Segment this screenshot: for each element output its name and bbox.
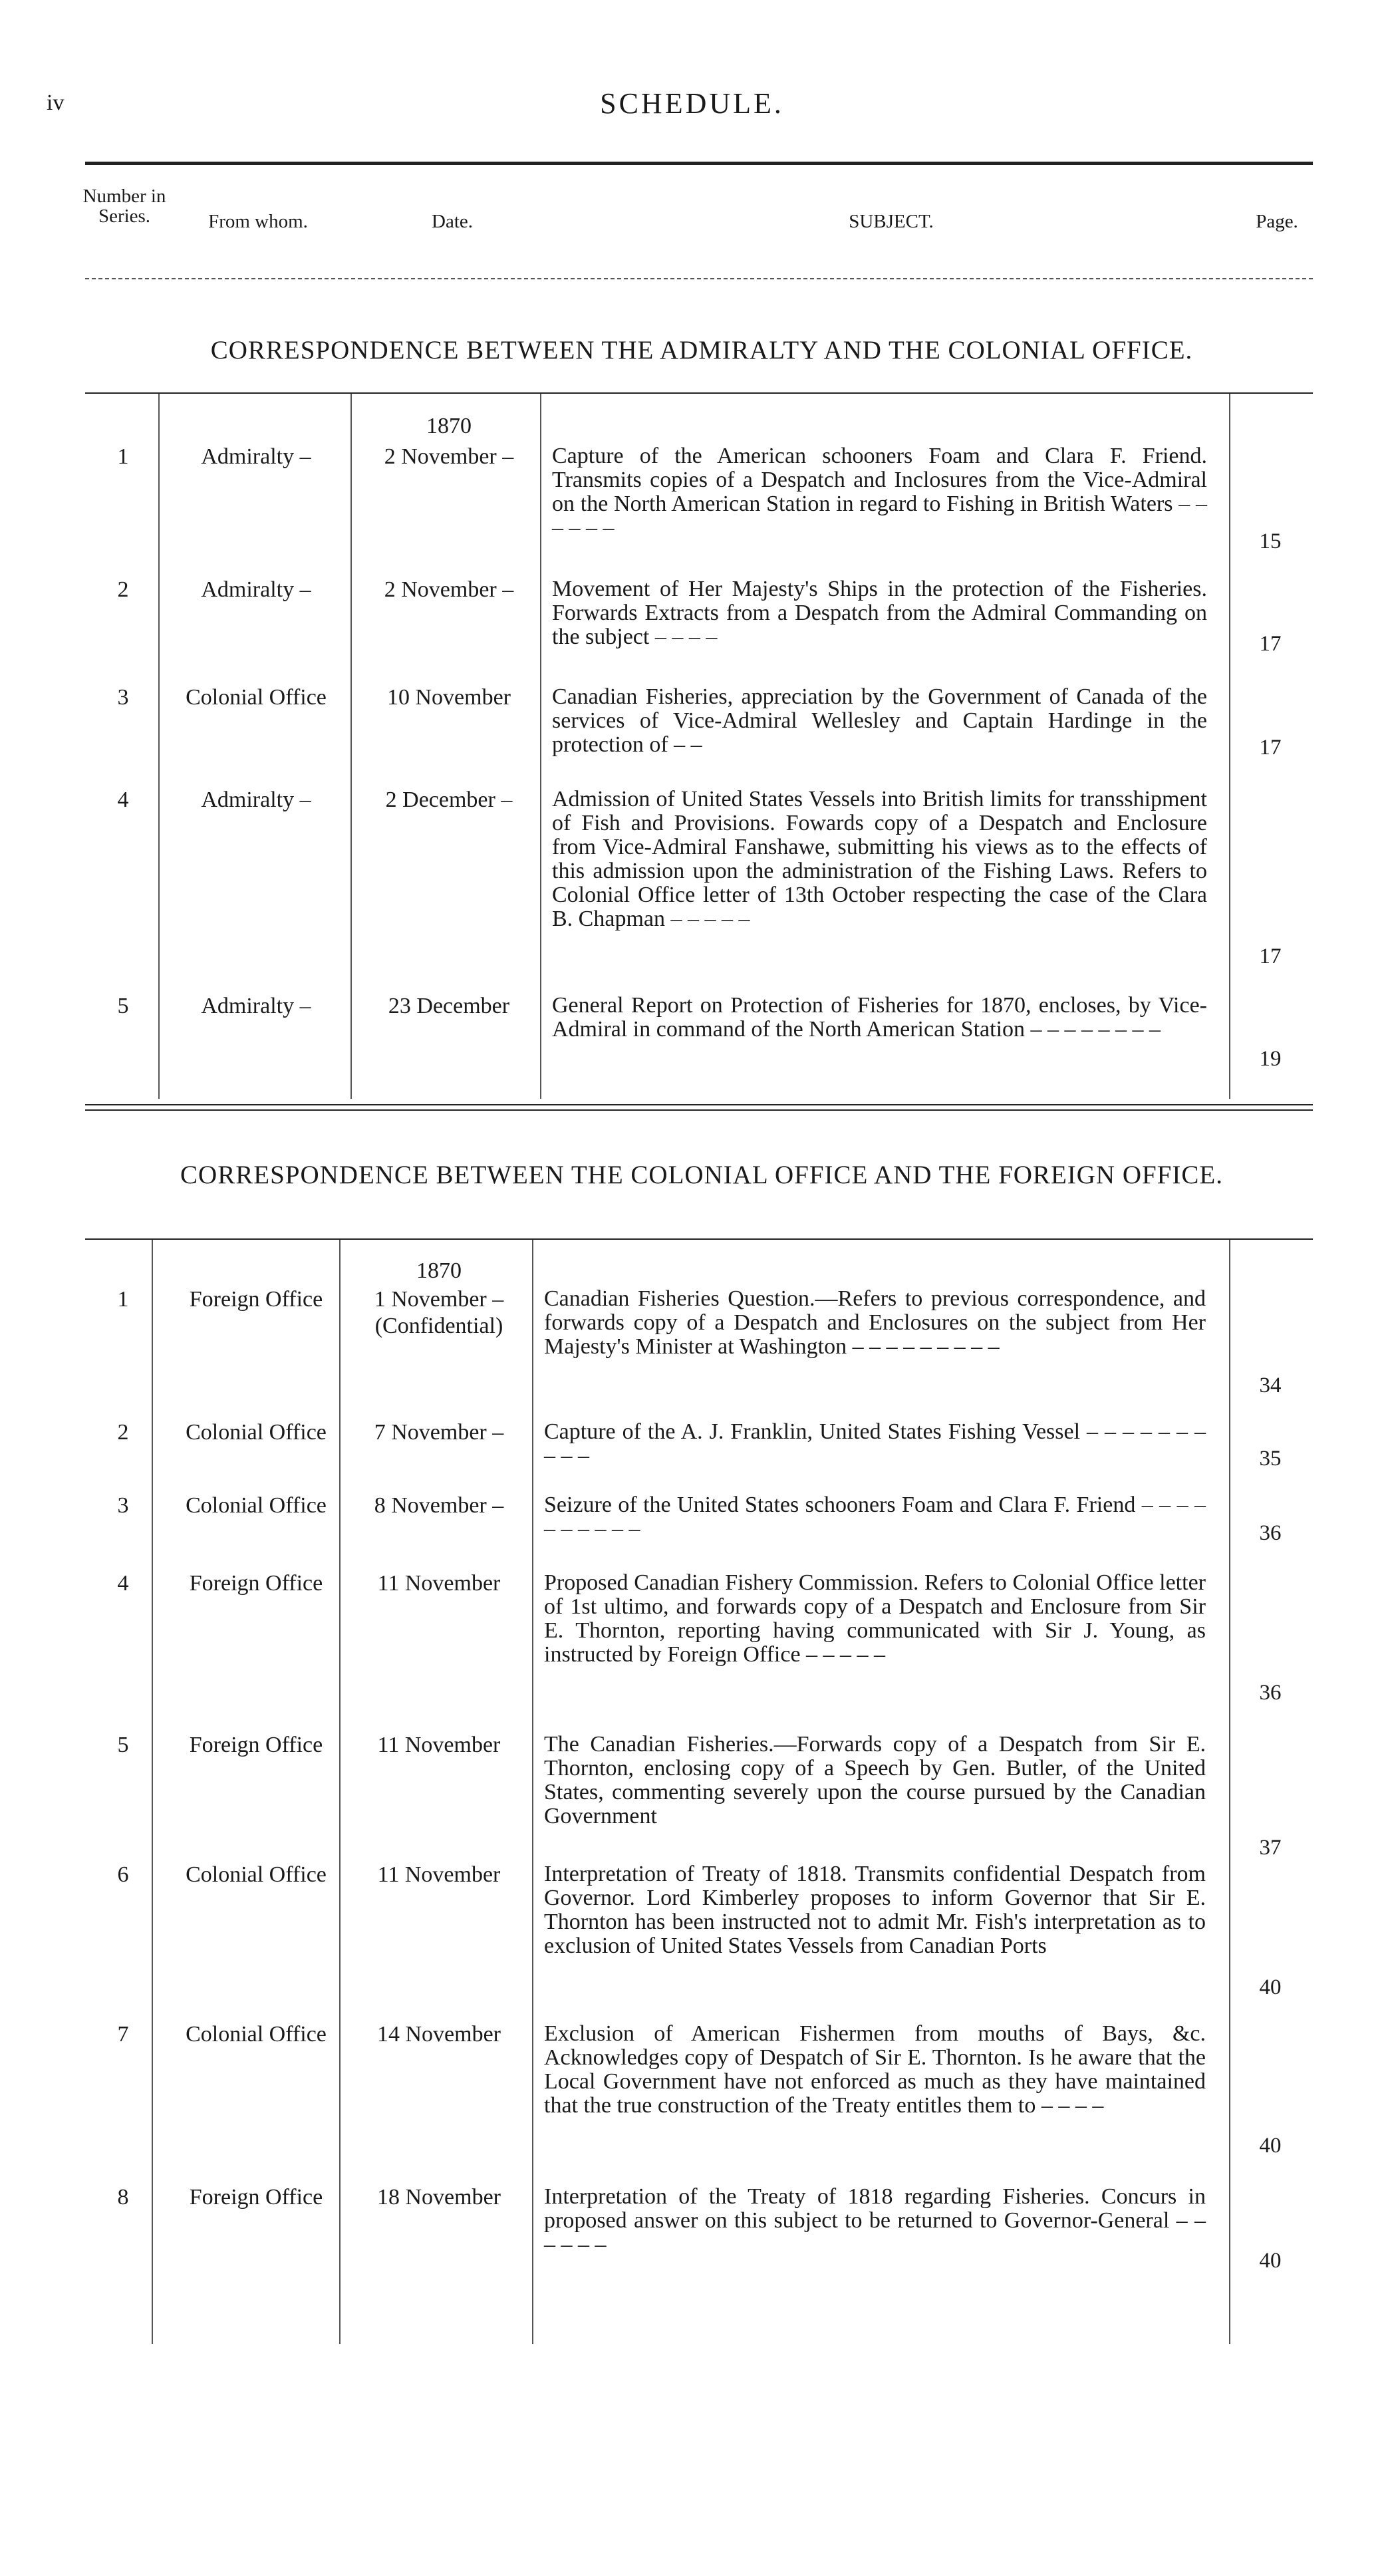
row-subject: Movement of Her Majesty's Ships in the protection of the Fisheries. Forwards Extracts from a Despatch from the Admiral Commanding on the subject – – – – xyxy=(552,577,1207,649)
row-date: 2 November – xyxy=(384,577,514,602)
column-heading-from: From whom. xyxy=(208,211,308,232)
row-subject: General Report on Protection of Fisheries for 1870, encloses, by Vice-Admiral in command of the North American Station – – – – – – – – xyxy=(552,993,1207,1042)
row-number: 5 xyxy=(117,994,129,1018)
row-page: 17 xyxy=(1259,944,1282,968)
row-date: 23 December xyxy=(388,994,510,1018)
section1-bottom-rule-double xyxy=(85,1109,1313,1111)
row-from: Foreign Office xyxy=(189,2185,323,2210)
header-bottom-rule xyxy=(85,278,1313,279)
row-number: 4 xyxy=(117,1571,129,1596)
row-page: 15 xyxy=(1259,529,1282,553)
section1-divider-from xyxy=(158,394,160,1099)
row-page: 17 xyxy=(1259,632,1282,656)
row-number: 3 xyxy=(117,1493,129,1518)
row-page: 35 xyxy=(1259,1447,1282,1471)
row-date: 18 November xyxy=(376,2185,501,2210)
column-heading-date: Date. xyxy=(432,211,473,232)
row-date: 11 November xyxy=(377,1862,501,1887)
row-from: Colonial Office xyxy=(186,2022,327,2047)
row-subject: Canadian Fisheries, appreciation by the Government of Canada of the services of Vice-Admiral Wellesley and Captain Hardinge in the protection of – – xyxy=(552,684,1207,757)
section1-bottom-rule xyxy=(85,1104,1313,1105)
section2-top-rule xyxy=(85,1238,1313,1240)
column-heading-number: Number in Series. xyxy=(82,186,166,227)
row-subject: Seizure of the United States schooners Foam and Clara F. Friend – – – – – – – – – – xyxy=(544,1493,1206,1541)
row-page: 40 xyxy=(1259,2134,1282,2158)
column-heading-page: Page. xyxy=(1256,211,1298,232)
row-subject: Interpretation of the Treaty of 1818 regarding Fisheries. Concurs in proposed answer on this subject to be returned to Governor-General – – – – – – xyxy=(544,2184,1206,2257)
row-from: Admiralty – xyxy=(201,994,311,1018)
row-from: Foreign Office xyxy=(189,1733,323,1757)
row-page: 17 xyxy=(1259,736,1282,760)
row-from: Foreign Office xyxy=(189,1287,323,1312)
section2-year: 1870 xyxy=(416,1258,462,1283)
row-date: 10 November xyxy=(386,685,511,710)
section1-year: 1870 xyxy=(426,414,472,438)
row-date: 11 November xyxy=(377,1733,501,1757)
section2-divider-page xyxy=(1229,1240,1230,2344)
row-from: Colonial Office xyxy=(186,685,327,710)
section2-divider-date xyxy=(339,1240,341,2344)
row-date: 7 November – xyxy=(374,1420,504,1445)
row-number: 8 xyxy=(117,2185,129,2210)
row-subject: Admission of United States Vessels into British limits for transshipment of Fish and Provisions. Fowards copy of a Despatch and Enclosure from Vice-Admiral Fanshawe, submitting his views as to the effects of this admission upon the administration of the Fishing Laws. Refers to Colonial Office letter of 13th October respecting the case of the Clara B. Chapman – – – – – xyxy=(552,787,1207,931)
row-subject: Canadian Fisheries Question.—Refers to previous correspondence, and forwards copy of a Despatch and Enclosures on the subject from Her Majesty's Minister at Washington – – – – – – – – – xyxy=(544,1286,1206,1359)
row-page: 34 xyxy=(1259,1373,1282,1397)
row-date: 8 November – xyxy=(374,1493,504,1518)
page-folio: iv xyxy=(47,90,65,115)
section1-divider-page xyxy=(1229,394,1230,1099)
row-page: 36 xyxy=(1259,1681,1282,1705)
header-top-rule xyxy=(85,162,1313,165)
section2-divider-subject xyxy=(532,1240,533,2344)
section1-top-rule xyxy=(85,392,1313,394)
row-from: Colonial Office xyxy=(186,1493,327,1518)
row-page: 40 xyxy=(1259,1975,1282,1999)
row-date: 11 November xyxy=(377,1571,501,1596)
row-number: 4 xyxy=(117,787,129,812)
section2-divider-from xyxy=(152,1240,153,2344)
row-from: Colonial Office xyxy=(186,1420,327,1445)
row-number: 7 xyxy=(117,2022,129,2047)
row-page: 36 xyxy=(1259,1521,1282,1545)
row-number: 1 xyxy=(117,1287,129,1312)
row-date: 2 November – xyxy=(384,444,514,469)
row-number: 2 xyxy=(117,577,129,602)
row-from: Colonial Office xyxy=(186,1862,327,1887)
row-page: 40 xyxy=(1259,2249,1282,2273)
row-date-note: (Confidential) xyxy=(374,1314,503,1338)
row-subject: Proposed Canadian Fishery Commission. Refers to Colonial Office letter of 1st ultimo, and forwards copy of a Despatch and Enclosure from Sir E. Thornton, reporting having communicated with Sir J. Young, as instructed by Foreign Office – – – – – xyxy=(544,1570,1206,1667)
page-title: SCHEDULE. xyxy=(600,87,784,120)
row-number: 3 xyxy=(117,685,129,710)
column-heading-subject: SUBJECT. xyxy=(849,211,934,232)
row-date: 14 November xyxy=(376,2022,501,2047)
section-title-admiralty-colonial: CORRESPONDENCE BETWEEN THE ADMIRALTY AND THE COLONIAL OFFICE. xyxy=(210,336,1193,364)
section1-divider-date xyxy=(350,394,352,1099)
row-from: Foreign Office xyxy=(189,1571,323,1596)
row-subject: Capture of the American schooners Foam and Clara F. Friend. Transmits copies of a Despatch and Inclosures from the Vice-Admiral on the North American Station in regard to Fishing in British Waters – – – – – – xyxy=(552,444,1207,540)
row-from: Admiralty – xyxy=(201,577,311,602)
row-date: 2 December – xyxy=(385,787,513,812)
row-from: Admiralty – xyxy=(201,787,311,812)
row-subject: Exclusion of American Fishermen from mouths of Bays, &c. Acknowledges copy of Despatch of Sir E. Thornton. Is he aware that the Local Government have not enforced as much as they have maintained that the true construction of the Treaty entitles them to – – – – xyxy=(544,2021,1206,2118)
section-title-colonial-foreign: CORRESPONDENCE BETWEEN THE COLONIAL OFFICE AND THE FOREIGN OFFICE. xyxy=(180,1161,1223,1189)
section1-divider-subject xyxy=(540,394,541,1099)
row-page: 19 xyxy=(1259,1047,1282,1071)
row-page: 37 xyxy=(1259,1836,1282,1860)
row-number: 2 xyxy=(117,1420,129,1445)
row-from: Admiralty – xyxy=(201,444,311,469)
row-number: 5 xyxy=(117,1733,129,1757)
row-subject: Capture of the A. J. Franklin, United States Fishing Vessel – – – – – – – – – – xyxy=(544,1419,1206,1468)
row-date: 1 November – xyxy=(374,1287,504,1312)
row-number: 1 xyxy=(117,444,129,469)
row-number: 6 xyxy=(117,1862,129,1887)
row-subject: The Canadian Fisheries.—Forwards copy of a Despatch from Sir E. Thornton, enclosing copy of a Speech by Gen. Butler, of the United States, commenting severely upon the course pursued by the Canadian Government xyxy=(544,1732,1206,1828)
row-subject: Interpretation of Treaty of 1818. Transmits confidential Despatch from Governor. Lord Kimberley proposes to inform Governor that Sir E. Thornton has been instructed not to admit Mr. Fish's interpretation as to exclusion of United States Vessels from Canadian Ports xyxy=(544,1862,1206,1958)
